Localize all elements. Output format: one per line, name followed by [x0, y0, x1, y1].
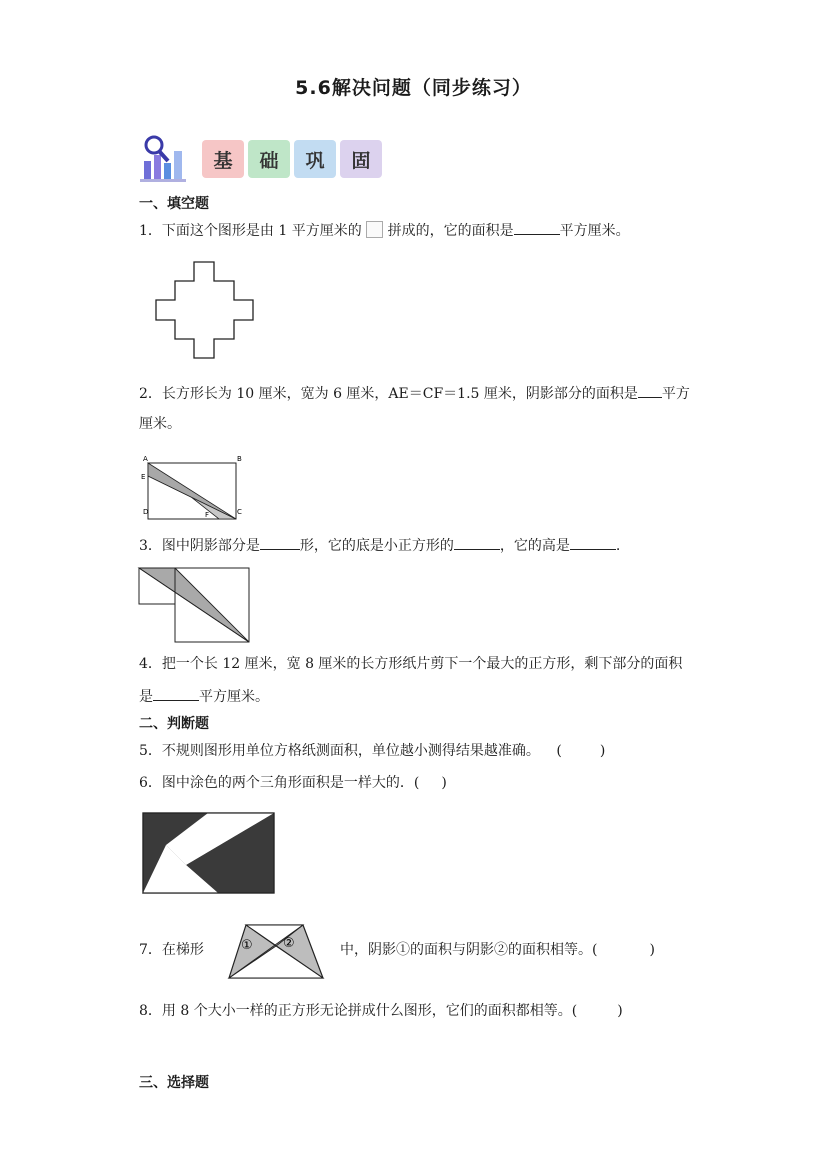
q6-paren-right: ): [441, 775, 447, 791]
question-2-line-2: 厘米。: [139, 416, 181, 432]
label-c: C: [237, 508, 242, 516]
q1-answer-blank[interactable]: [514, 220, 560, 235]
label-d: D: [143, 508, 149, 516]
label-f: F: [205, 511, 210, 519]
question-1: [139, 220, 630, 241]
section-heading-judge: 二、判断题: [139, 716, 209, 732]
question-8: [139, 1001, 623, 1021]
q3-text-b: 形，它的底是小正方形的: [299, 538, 454, 554]
q7-text-b: 中，阴影①的面积与阴影②的面积相等。(: [340, 942, 598, 958]
banner-chip-2: 础: [248, 140, 290, 178]
q1-cross-shape: [152, 258, 262, 363]
q3-blank-3[interactable]: [570, 535, 616, 550]
question-5: [139, 741, 605, 761]
magnifier-chart-icon: [138, 133, 194, 185]
q3-squares-figure: [138, 565, 253, 645]
question-7-label: 7．在梯形: [139, 942, 204, 958]
q6-triangles-figure: [142, 811, 277, 896]
section-heading-fill: 一、填空题: [139, 196, 209, 212]
question-4-line-1: 4．把一个长 12 厘米，宽 8 厘米的长方形纸片剪下一个最大的正方形，剩下部分的面积: [139, 656, 683, 672]
q8-text: 8．用 8 个大小一样的正方形无论拼成什么图形，它们的面积都相等。(: [139, 1003, 578, 1019]
q3-text-c: ，它的高是: [499, 538, 570, 554]
banner-chip-3: 巩: [294, 140, 336, 178]
question-4-line-2: [139, 686, 269, 707]
label-a: A: [143, 455, 148, 463]
page-title: 5.6解决问题（同步练习）: [295, 77, 532, 99]
question-2-line-1: [139, 383, 690, 404]
shade-1-mark: ①: [241, 938, 253, 953]
section-banner: [138, 133, 388, 185]
q1-text-a: 1．下面这个图形是由 1 平方厘米的: [139, 223, 362, 239]
q5-paren-right: ): [599, 743, 606, 759]
label-b: B: [237, 455, 242, 463]
q3-text-a: 3．图中阴影部分是: [139, 538, 260, 554]
q5-text: 5．不规则图形用单位方格纸测面积，单位越小测得结果越准确。: [139, 743, 540, 759]
q1-text-b: 拼成的，它的面积是: [387, 223, 514, 239]
q2-text-a: 2．长方形长为 10 厘米，宽为 6 厘米，AE＝CF＝1.5 厘米，阴影部分的面积是: [139, 386, 638, 402]
q4-text-a: 是: [139, 689, 153, 705]
q3-blank-2[interactable]: [454, 535, 500, 550]
q6-text: 6．图中涂色的两个三角形面积是一样大的．(: [139, 775, 420, 791]
q2-rectangle-figure: [139, 450, 249, 520]
question-6: [139, 773, 447, 793]
question-7-text: [340, 940, 655, 960]
q2-text-b: 平方: [661, 386, 690, 402]
q1-text-c: 平方厘米。: [559, 223, 630, 239]
q4-answer-blank[interactable]: [153, 686, 199, 701]
question-3: [139, 535, 620, 556]
q3-blank-1[interactable]: [260, 535, 300, 550]
unit-square-icon: [366, 221, 383, 238]
q7-paren-right: ): [649, 942, 655, 958]
banner-chip-1: 基: [202, 140, 244, 178]
q7-trapezoid-figure: [227, 920, 327, 980]
q8-paren-right: ): [617, 1003, 623, 1019]
q2-answer-blank[interactable]: [638, 383, 662, 398]
label-e: E: [141, 473, 146, 481]
q4-text-b: 平方厘米。: [199, 689, 269, 705]
q3-text-d: .: [615, 538, 621, 554]
section-heading-choice: 三、选择题: [139, 1075, 209, 1091]
shade-2-mark: ②: [283, 936, 295, 951]
q5-paren-left: (: [556, 743, 562, 759]
banner-chip-4: 固: [340, 140, 382, 178]
